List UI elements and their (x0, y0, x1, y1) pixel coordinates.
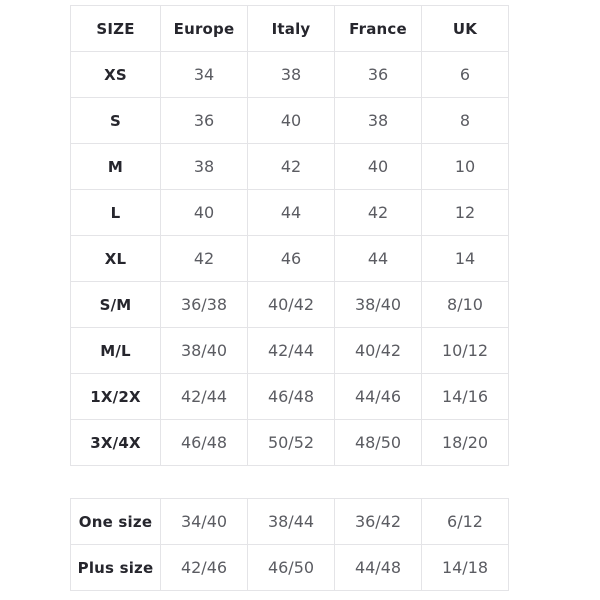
column-header-uk: UK (422, 6, 509, 52)
size-conversion-table (70, 5, 509, 466)
table-row-s (71, 98, 509, 144)
table-cell: 36 (161, 98, 248, 144)
table-row-plus-size (71, 545, 509, 591)
table-cell: 36/38 (161, 282, 248, 328)
table-cell: 38 (248, 52, 335, 98)
row-label-3x-4x: 3X/4X (71, 420, 161, 466)
table-cell: 8/10 (422, 282, 509, 328)
row-label-l: L (71, 190, 161, 236)
row-label-s: S (71, 98, 161, 144)
column-header-italy: Italy (248, 6, 335, 52)
row-label-m: M (71, 144, 161, 190)
row-label-s-m: S/M (71, 282, 161, 328)
table-cell: 44 (248, 190, 335, 236)
table-cell: 46/48 (248, 374, 335, 420)
table-cell: 6 (422, 52, 509, 98)
table-cell: 40/42 (248, 282, 335, 328)
table-cell: 38/40 (335, 282, 422, 328)
table-cell: 42 (335, 190, 422, 236)
row-label-m-l: M/L (71, 328, 161, 374)
table-cell: 8 (422, 98, 509, 144)
table-cell: 46 (248, 236, 335, 282)
table-cell: 10 (422, 144, 509, 190)
column-header-europe: Europe (161, 6, 248, 52)
row-label-one-size: One size (71, 499, 161, 545)
table-cell: 40/42 (335, 328, 422, 374)
table-row-3x-4x (71, 420, 509, 466)
table-cell: 10/12 (422, 328, 509, 374)
table-row-one-size (71, 499, 509, 545)
table-cell: 6/12 (422, 499, 509, 545)
table-cell: 46/48 (161, 420, 248, 466)
table-cell: 38/44 (248, 499, 335, 545)
table-row-l (71, 190, 509, 236)
header-row (71, 6, 509, 52)
table-cell: 38 (161, 144, 248, 190)
table-cell: 34 (161, 52, 248, 98)
table-cell: 12 (422, 190, 509, 236)
row-label-1x-2x: 1X/2X (71, 374, 161, 420)
table-cell: 42/44 (161, 374, 248, 420)
table-cell: 38 (335, 98, 422, 144)
table-row-m (71, 144, 509, 190)
table-cell: 42/46 (161, 545, 248, 591)
row-label-plus-size: Plus size (71, 545, 161, 591)
table-row-m-l (71, 328, 509, 374)
table-cell: 36 (335, 52, 422, 98)
table-cell: 14 (422, 236, 509, 282)
table-cell: 38/40 (161, 328, 248, 374)
row-label-xl: XL (71, 236, 161, 282)
table-cell: 18/20 (422, 420, 509, 466)
table-cell: 50/52 (248, 420, 335, 466)
table-cell: 44/48 (335, 545, 422, 591)
table-row-xs (71, 52, 509, 98)
table-cell: 42 (248, 144, 335, 190)
table-cell: 46/50 (248, 545, 335, 591)
column-header-france: France (335, 6, 422, 52)
table-cell: 36/42 (335, 499, 422, 545)
table-row-s-m (71, 282, 509, 328)
table-cell: 42/44 (248, 328, 335, 374)
special-sizes-table (70, 498, 509, 591)
table-cell: 14/18 (422, 545, 509, 591)
table-cell: 34/40 (161, 499, 248, 545)
table-cell: 40 (248, 98, 335, 144)
table-row-xl (71, 236, 509, 282)
row-label-xs: XS (71, 52, 161, 98)
table-row-1x-2x (71, 374, 509, 420)
table-cell: 40 (335, 144, 422, 190)
table-cell: 48/50 (335, 420, 422, 466)
table-cell: 44/46 (335, 374, 422, 420)
table-cell: 14/16 (422, 374, 509, 420)
table-cell: 42 (161, 236, 248, 282)
table-cell: 40 (161, 190, 248, 236)
column-header-size: SIZE (71, 6, 161, 52)
table-cell: 44 (335, 236, 422, 282)
